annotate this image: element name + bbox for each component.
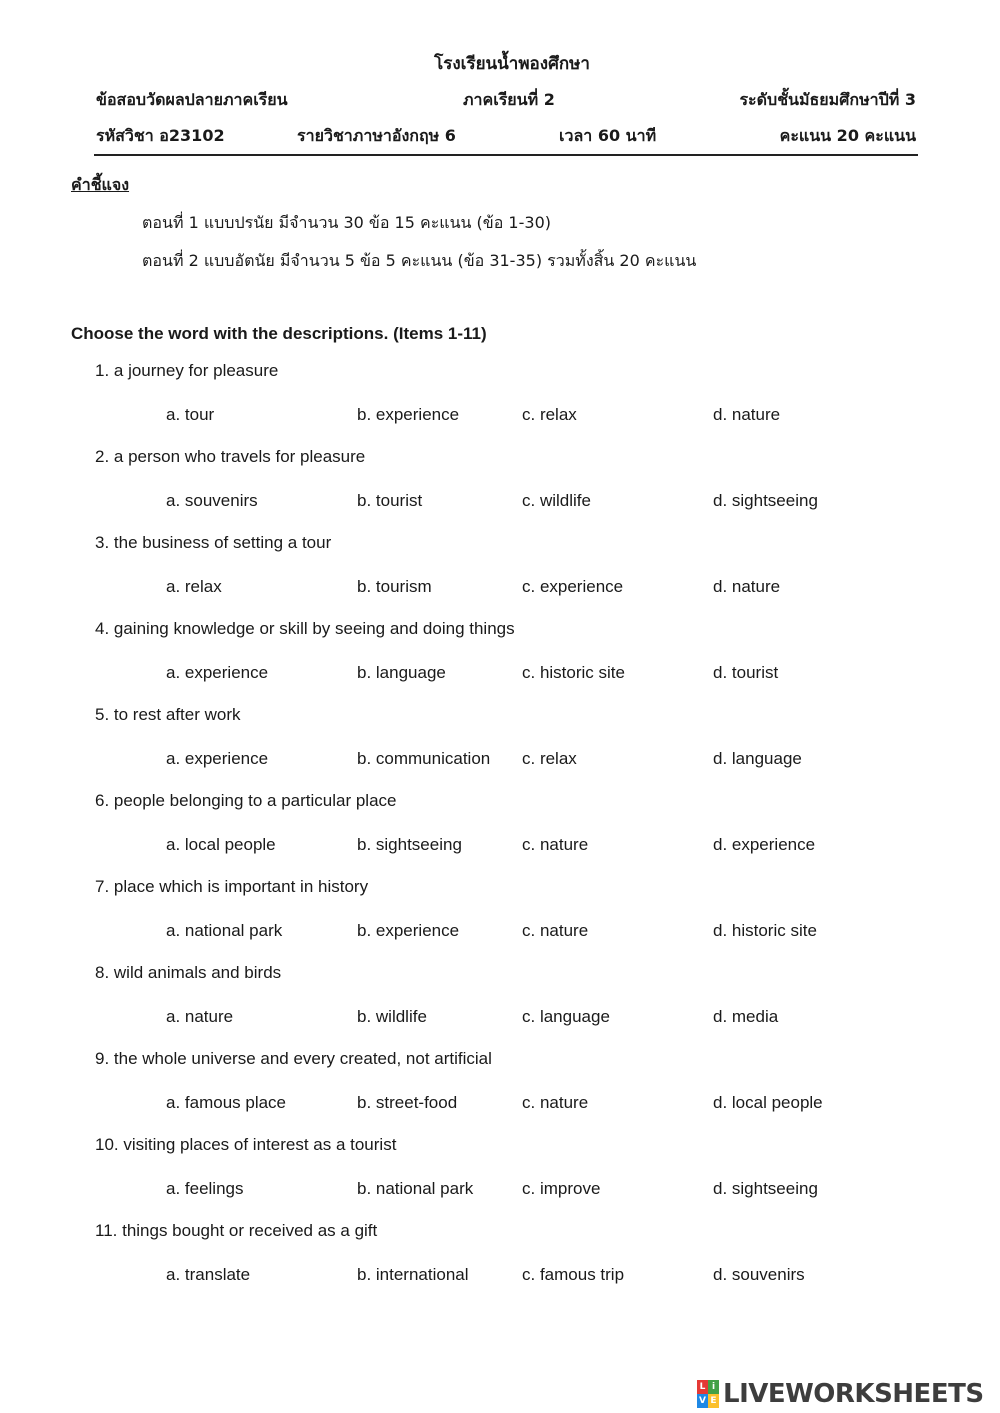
option-b[interactable]: b. street-food	[357, 1093, 458, 1112]
option-c[interactable]: c. famous trip	[522, 1265, 625, 1284]
liveworksheets-watermark	[697, 1378, 984, 1410]
question-item	[0, 1049, 1000, 1135]
option-b[interactable]: b. language	[357, 663, 446, 682]
question-stem: 5. to rest after work	[95, 705, 241, 724]
course-subject: รายวิชาภาษาอังกฤษ 6	[297, 126, 456, 145]
option-d[interactable]: d. tourist	[713, 663, 779, 682]
question-item	[0, 877, 1000, 963]
logo-tile-e: E	[708, 1394, 719, 1408]
option-d[interactable]: d. sightseeing	[713, 491, 818, 510]
option-a[interactable]: a. experience	[166, 749, 269, 768]
question-list	[0, 361, 1000, 1307]
semester: ภาคเรียนที่ 2	[463, 90, 555, 109]
option-d[interactable]: d. nature	[713, 405, 781, 424]
option-c[interactable]: c. historic site	[522, 663, 625, 682]
option-a[interactable]: a. translate	[166, 1265, 251, 1284]
question-item	[0, 1135, 1000, 1221]
option-c[interactable]: c. experience	[522, 577, 624, 596]
option-b[interactable]: b. communication	[357, 749, 491, 768]
option-b[interactable]: b. sightseeing	[357, 835, 462, 854]
option-b[interactable]: b. national park	[357, 1179, 474, 1198]
option-a[interactable]: a. nature	[166, 1007, 234, 1026]
course-code: รหัสวิชา อ23102	[96, 126, 225, 145]
instruction-line: ตอนที่ 1 แบบปรนัย มีจำนวน 30 ข้อ 15 คะแนน (ข้อ 1-30)	[142, 213, 551, 232]
question-stem: 4. gaining knowledge or skill by seeing and doing things	[95, 619, 515, 638]
question-item	[0, 619, 1000, 705]
option-c[interactable]: c. wildlife	[522, 491, 591, 510]
option-c[interactable]: c. improve	[522, 1179, 601, 1198]
question-stem: 8. wild animals and birds	[95, 963, 282, 982]
option-c[interactable]: c. relax	[522, 405, 577, 424]
question-item	[0, 791, 1000, 877]
option-a[interactable]: a. tour	[166, 405, 215, 424]
option-c[interactable]: c. language	[522, 1007, 610, 1026]
instruction-line: ตอนที่ 2 แบบอัตนัย มีจำนวน 5 ข้อ 5 คะแนน (ข้อ 31-35) รวมทั้งสิ้น 20 คะแนน	[142, 251, 697, 270]
option-b[interactable]: b. experience	[357, 921, 460, 940]
question-item	[0, 705, 1000, 791]
question-item	[0, 361, 1000, 447]
question-stem: 11. things bought or received as a gift	[95, 1221, 378, 1240]
option-d[interactable]: d. sightseeing	[713, 1179, 818, 1198]
option-a[interactable]: a. famous place	[166, 1093, 287, 1112]
instructions-heading: คำชี้แจง	[71, 175, 130, 194]
option-a[interactable]: a. experience	[166, 663, 269, 682]
option-d[interactable]: d. local people	[713, 1093, 823, 1112]
question-stem: 9. the whole universe and every created, not artificial	[95, 1049, 492, 1068]
question-stem: 1. a journey for pleasure	[95, 361, 279, 380]
option-c[interactable]: c. nature	[522, 1093, 589, 1112]
option-a[interactable]: a. local people	[166, 835, 276, 854]
option-d[interactable]: d. historic site	[713, 921, 817, 940]
option-a[interactable]: a. national park	[166, 921, 283, 940]
exam-time: เวลา 60 นาที	[559, 126, 657, 145]
option-c[interactable]: c. nature	[522, 835, 589, 854]
question-item	[0, 447, 1000, 533]
option-b[interactable]: b. experience	[357, 405, 460, 424]
question-stem: 6. people belonging to a particular place	[95, 791, 397, 810]
option-d[interactable]: d. language	[713, 749, 802, 768]
question-item	[0, 533, 1000, 619]
option-a[interactable]: a. relax	[166, 577, 222, 596]
option-a[interactable]: a. feelings	[166, 1179, 244, 1198]
option-d[interactable]: d. media	[713, 1007, 779, 1026]
logo-tile-l: L	[697, 1380, 708, 1394]
question-item	[0, 1221, 1000, 1307]
option-b[interactable]: b. tourism	[357, 577, 432, 596]
question-stem: 3. the business of setting a tour	[95, 533, 332, 552]
question-stem: 2. a person who travels for pleasure	[95, 447, 366, 466]
school-name: โรงเรียนน้ำพองศึกษา	[434, 54, 590, 74]
option-d[interactable]: d. nature	[713, 577, 781, 596]
option-d[interactable]: d. souvenirs	[713, 1265, 805, 1284]
option-b[interactable]: b. international	[357, 1265, 469, 1284]
watermark-text: LIVEWORKSHEETS	[723, 1379, 984, 1409]
section-title: Choose the word with the descriptions. (Items 1-11)	[71, 324, 487, 343]
logo-tile-v: V	[697, 1394, 708, 1408]
question-item	[0, 963, 1000, 1049]
question-stem: 10. visiting places of interest as a tourist	[95, 1135, 397, 1154]
option-c[interactable]: c. relax	[522, 749, 577, 768]
option-d[interactable]: d. experience	[713, 835, 816, 854]
header-divider	[94, 154, 918, 156]
exam-score: คะแนน 20 คะแนน	[779, 126, 916, 145]
option-a[interactable]: a. souvenirs	[166, 491, 258, 510]
question-stem: 7. place which is important in history	[95, 877, 369, 896]
liveworksheets-logo-icon	[697, 1380, 719, 1408]
option-b[interactable]: b. wildlife	[357, 1007, 427, 1026]
logo-tile-i: i	[708, 1380, 719, 1394]
grade-level: ระดับชั้นมัธยมศึกษาปีที่ 3	[739, 90, 916, 109]
option-c[interactable]: c. nature	[522, 921, 589, 940]
option-b[interactable]: b. tourist	[357, 491, 423, 510]
exam-type: ข้อสอบวัดผลปลายภาคเรียน	[96, 90, 288, 109]
